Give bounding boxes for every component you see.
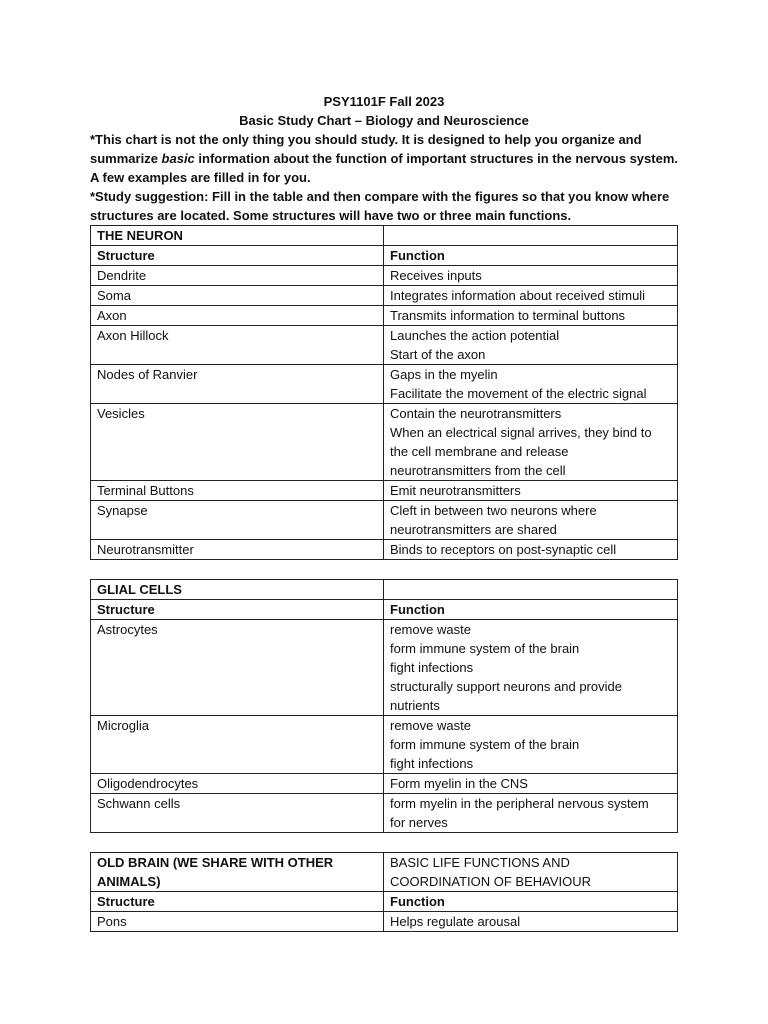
function-cell xyxy=(384,286,678,306)
function-line: remove waste xyxy=(390,718,471,733)
function-line: form immune system of the brain xyxy=(390,641,580,656)
function-cell xyxy=(384,912,678,932)
function-line: fight infections xyxy=(390,756,474,771)
function-cell xyxy=(384,306,678,326)
document-header xyxy=(90,92,678,225)
neuron-table xyxy=(90,225,678,560)
table-spacer xyxy=(90,833,678,852)
table-row xyxy=(91,774,678,794)
column-header-row xyxy=(91,600,678,620)
table-title: GLIAL CELLS xyxy=(91,580,384,600)
structure-cell: Pons xyxy=(91,912,384,932)
table-row xyxy=(91,716,678,774)
table-title-row xyxy=(91,580,678,600)
table-row xyxy=(91,481,678,501)
function-line: Cleft in between two neurons where xyxy=(390,503,597,518)
structure-cell: Axon xyxy=(91,306,384,326)
function-line: Helps regulate arousal xyxy=(390,914,521,929)
function-line: Transmits information to terminal buttons xyxy=(390,308,626,323)
table-row xyxy=(91,501,678,540)
intro-note-emphasis: basic xyxy=(161,151,195,166)
intro-note xyxy=(90,130,678,187)
function-line: remove waste xyxy=(390,622,471,637)
table-title-right xyxy=(384,226,678,246)
table-row xyxy=(91,365,678,404)
function-line: form myelin in the peripheral nervous system xyxy=(390,796,649,811)
function-line: Receives inputs xyxy=(390,268,482,283)
function-cell xyxy=(384,501,678,540)
table-title-row xyxy=(91,226,678,246)
function-line: nutrients xyxy=(390,698,440,713)
function-cell xyxy=(384,716,678,774)
structure-cell: Oligodendrocytes xyxy=(91,774,384,794)
function-cell xyxy=(384,774,678,794)
table-row xyxy=(91,266,678,286)
document-page xyxy=(90,92,678,932)
function-line: Emit neurotransmitters xyxy=(390,483,521,498)
function-line: Integrates information about received stimuli xyxy=(390,288,646,303)
function-line: When an electrical signal arrives, they bind to xyxy=(390,425,652,440)
old-brain-table xyxy=(90,852,678,932)
function-cell xyxy=(384,326,678,365)
column-header-row xyxy=(91,246,678,266)
function-line: neurotransmitters from the cell xyxy=(390,463,566,478)
function-line: Facilitate the movement of the electric signal xyxy=(390,386,647,401)
function-line: form immune system of the brain xyxy=(390,737,580,752)
structure-cell: Microglia xyxy=(91,716,384,774)
column-header-row xyxy=(91,892,678,912)
study-suggestion: *Study suggestion: Fill in the table and then compare with the figures so that you know where structures are located. Some structures will have two or three main functions. xyxy=(90,189,670,223)
function-cell xyxy=(384,481,678,501)
column-header-structure: Structure xyxy=(91,892,384,912)
function-line: Start of the axon xyxy=(390,347,486,362)
table-title: THE NEURON xyxy=(91,226,384,246)
function-line: fight infections xyxy=(390,660,474,675)
structure-cell: Dendrite xyxy=(91,266,384,286)
table-row xyxy=(91,912,678,932)
function-cell xyxy=(384,620,678,716)
chart-subtitle: Basic Study Chart – Biology and Neuroscience xyxy=(239,113,529,128)
function-cell xyxy=(384,365,678,404)
table-row xyxy=(91,540,678,560)
table-title-right: BASIC LIFE FUNCTIONS AND COORDINATION OF BEHAVIOUR xyxy=(384,853,678,892)
table-title: OLD BRAIN (WE SHARE WITH OTHER ANIMALS) xyxy=(91,853,384,892)
function-line: neurotransmitters are shared xyxy=(390,522,557,537)
function-cell xyxy=(384,404,678,481)
function-line: the cell membrane and release xyxy=(390,444,569,459)
structure-cell: Astrocytes xyxy=(91,620,384,716)
column-header-structure: Structure xyxy=(91,600,384,620)
table-title-row xyxy=(91,853,678,892)
structure-cell: Axon Hillock xyxy=(91,326,384,365)
structure-cell: Schwann cells xyxy=(91,794,384,833)
function-line: Form myelin in the CNS xyxy=(390,776,528,791)
function-cell xyxy=(384,794,678,833)
function-line: Binds to receptors on post-synaptic cell xyxy=(390,542,617,557)
structure-cell: Vesicles xyxy=(91,404,384,481)
intro-note-part2: information about the function of important structures in the nervous system. A few examples are filled in for you. xyxy=(90,151,678,185)
course-title: PSY1101F Fall 2023 xyxy=(323,94,445,109)
table-row xyxy=(91,306,678,326)
column-header-function: Function xyxy=(384,246,678,266)
structure-cell: Terminal Buttons xyxy=(91,481,384,501)
function-line: Gaps in the myelin xyxy=(390,367,498,382)
glial-cells-table xyxy=(90,579,678,833)
intro-note-part1: *This chart is not the only thing you should study. It is designed to help you organize and summarize xyxy=(90,132,642,166)
structure-cell: Neurotransmitter xyxy=(91,540,384,560)
function-line: Launches the action potential xyxy=(390,328,560,343)
structure-cell: Nodes of Ranvier xyxy=(91,365,384,404)
column-header-function: Function xyxy=(384,892,678,912)
column-header-function: Function xyxy=(384,600,678,620)
function-line: Contain the neurotransmitters xyxy=(390,406,562,421)
function-line: structurally support neurons and provide xyxy=(390,679,622,694)
table-row xyxy=(91,326,678,365)
function-cell xyxy=(384,540,678,560)
table-row xyxy=(91,620,678,716)
table-spacer xyxy=(90,560,678,579)
table-row xyxy=(91,404,678,481)
table-row xyxy=(91,286,678,306)
structure-cell: Soma xyxy=(91,286,384,306)
study-tables xyxy=(90,225,678,932)
function-line: for nerves xyxy=(390,815,448,830)
structure-cell: Synapse xyxy=(91,501,384,540)
column-header-structure: Structure xyxy=(91,246,384,266)
table-row xyxy=(91,794,678,833)
function-cell xyxy=(384,266,678,286)
table-title-right xyxy=(384,580,678,600)
